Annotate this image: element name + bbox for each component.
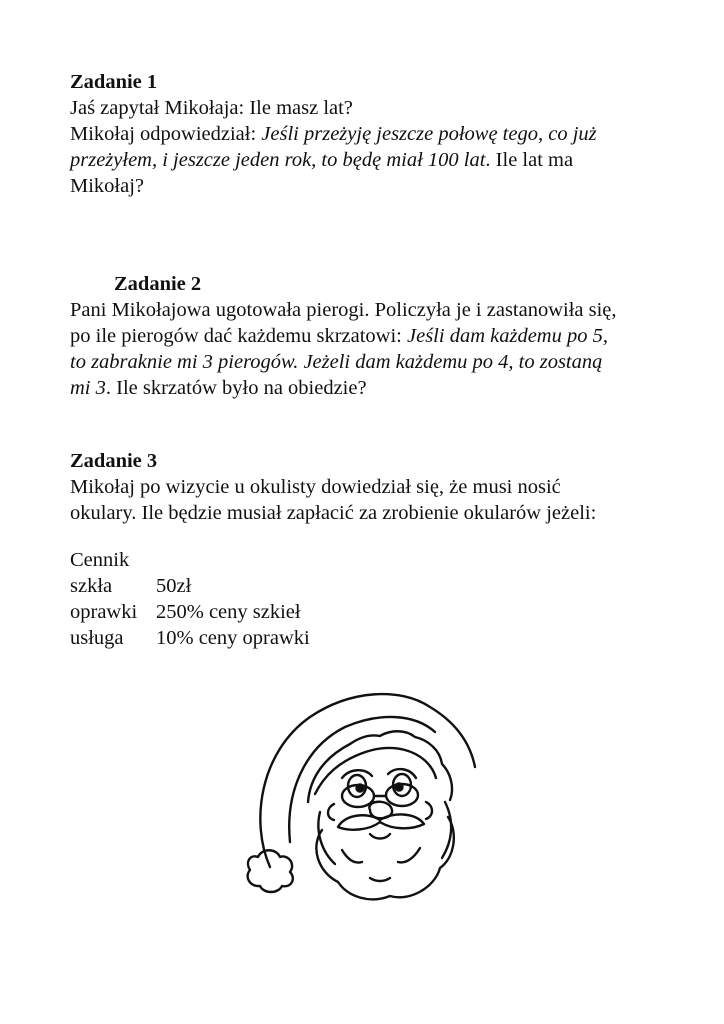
santa-face-icon: [230, 682, 500, 912]
task-2-title: Zadanie 2: [114, 273, 202, 295]
task-2-line-4: [70, 375, 670, 401]
task-1-line-2-italic: Jeśli przeżyję jeszcze połowę tego, co już: [261, 123, 597, 145]
task-2-line-2-plain: po ile pierogów dać każdemu skrzatowi:: [70, 325, 407, 347]
price-value: 250% ceny szkieł: [156, 601, 301, 623]
task-1-line-4: Mikołaj?: [70, 175, 145, 197]
price-value: 10% ceny oprawki: [156, 627, 310, 649]
task-1-line-3-italic: przeżyłem, i jeszcze jeden rok, to będę miał 100 lat: [70, 149, 486, 171]
task-1: [70, 69, 670, 199]
task-2-line-4-italic: mi 3: [70, 377, 106, 399]
task-3: [70, 448, 670, 526]
task-2-line-3: [70, 349, 670, 375]
task-2-line-2: [70, 323, 670, 349]
task-3-title: Zadanie 3: [70, 450, 158, 472]
task-1-line-3-plain: . Ile lat ma: [485, 149, 574, 171]
task-3-line-1: Mikołaj po wizycie u okulisty dowiedział się, że musi nosić: [70, 476, 561, 498]
task-2-line-3-italic: to zabraknie mi 3 pierogów. Jeżeli dam każdemu po 4, to zostaną: [70, 351, 603, 373]
task-2-line-2-italic: Jeśli dam każdemu po 5,: [407, 325, 608, 347]
task-1-line-2-plain: Mikołaj odpowiedział:: [70, 123, 262, 145]
price-row: [70, 625, 310, 651]
price-list: [70, 547, 310, 651]
price-value: 50zł: [156, 575, 192, 597]
price-item: oprawki: [70, 601, 138, 623]
task-2-line-1: Pani Mikołajowa ugotowała pierogi. Policzyła je i zastanowiła się,: [70, 299, 617, 321]
task-1-line-2: [70, 121, 670, 147]
task-1-line-3: [70, 147, 670, 173]
price-row: [70, 573, 310, 599]
price-list-heading: Cennik: [70, 549, 130, 571]
task-1-title: Zadanie 1: [70, 71, 158, 93]
price-item: usługa: [70, 627, 124, 649]
task-3-line-2: okulary. Ile będzie musiał zapłacić za zrobienie okularów jeżeli:: [70, 502, 597, 524]
task-1-line-1: Jaś zapytał Mikołaja: Ile masz lat?: [70, 97, 353, 119]
price-row: [70, 599, 310, 625]
task-2: [70, 271, 670, 401]
task-2-line-4-plain: . Ile skrzatów było na obiedzie?: [105, 377, 367, 399]
price-item: szkła: [70, 575, 113, 597]
